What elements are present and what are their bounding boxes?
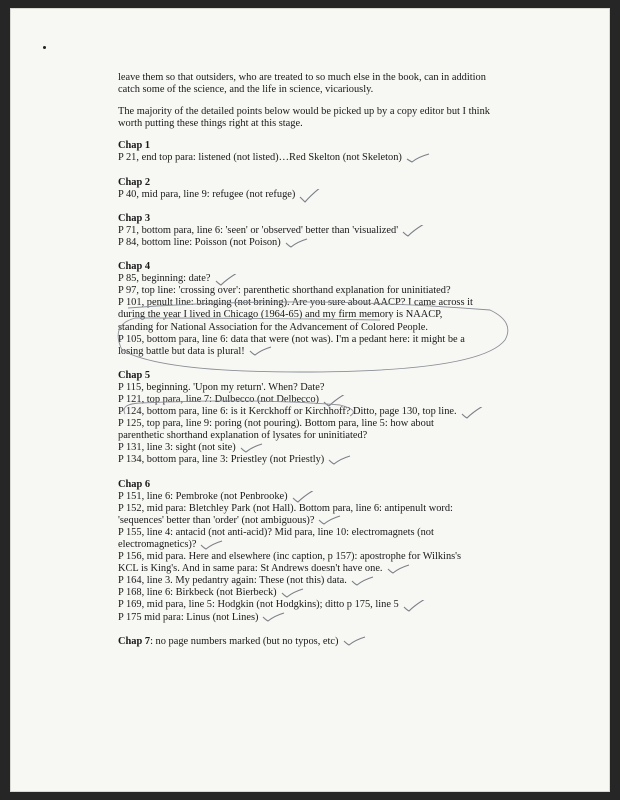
chapter-3-title: Chap 3 [118,212,151,224]
correction-line: P 168, line 6: Birkbeck (not Bierbeck) [118,587,508,599]
correction-line: P 97, top line: 'crossing over': parenthetic shorthand explanation for uninitiated? [118,285,451,297]
pencil-check-icon [262,612,282,622]
correction-line: 'sequences' better than 'order' (not ambiguous)? [118,515,508,527]
correction-line: KCL is King's. And in same para: St Andrews doesn't have one. [118,563,508,575]
pencil-check-icon [318,515,338,525]
pencil-check-icon [403,600,423,610]
intro-paragraph-2: The majority of the detailed points below would be picked up by a copy editor but I think worth putting these things right at this stage. [118,106,490,130]
pencil-check-icon [402,225,422,235]
correction-line: losing battle but data is plural! [118,346,508,358]
correction-line: P 134, bottom para, line 3: Priestley (not Priestly) [118,454,508,466]
correction-line: P 152, mid para: Bletchley Park (not Hall). Bottom para, line 6: antipenult word: [118,502,453,514]
correction-line: P 169, mid para, line 5: Hodgkin (not Hodgkins); ditto p 175, line 5 [118,599,508,611]
pencil-check-icon [387,564,407,574]
dust-speck [43,46,46,49]
correction-line: P 175 mid para: Linus (not Lines) [118,612,508,624]
correction-line: electromagnetics)? [118,539,508,551]
document-body [118,72,508,648]
pencil-check-icon [343,636,363,646]
chapter-4-title: Chap 4 [118,261,151,273]
chapter-3-section [118,213,508,249]
chapter-1-section [118,140,508,164]
correction-line: parenthetic shorthand explanation of lysates for uninitiated? [118,430,368,442]
correction-line: P 156, mid para. Here and elsewhere (inc caption, p 157): apostrophe for Wilkins's [118,551,462,563]
pencil-check-icon [292,491,312,501]
pencil-check-icon [249,346,269,356]
correction-line: P 21, end top para: listened (not listed)…Red Skelton (not Skeleton) [118,152,508,164]
correction-line: P 131, line 3: sight (not site) [118,442,508,454]
pencil-check-icon [299,189,319,199]
chapter-7-line [118,636,508,648]
chapter-5-title: Chap 5 [118,369,151,381]
correction-line: P 40, mid para, line 9: refugee (not refuge) [118,189,508,201]
correction-line: P 164, line 3. My pedantry again: These (not this) data. [118,575,508,587]
correction-line: P 121, top para, line 7: Dulbecco (not Delbecco) [118,394,508,406]
correction-line: P 71, bottom para, line 6: 'seen' or 'observed' better than 'visualized' [118,225,508,237]
correction-line: P 151, line 6: Pembroke (not Penbrooke) [118,491,508,503]
pencil-check-icon [461,407,481,417]
correction-line: P 85, beginning: date? [118,273,508,285]
chapter-2-section [118,177,508,201]
pencil-check-icon [351,576,371,586]
pencil-check-icon [406,153,426,163]
chapter-1-title: Chap 1 [118,140,151,152]
correction-line: P 84, bottom line: Poisson (not Poison) [118,237,508,249]
pencil-check-icon [240,443,260,453]
correction-line: P 125, top para, line 9: poring (not pouring). Bottom para, line 5: how about [118,418,434,430]
chapter-2-title: Chap 2 [118,176,151,188]
correction-line: P 124, bottom para, line 6: is it Kerckhoff or Kirchhoff? Ditto, page 130, top line. [118,406,508,418]
pencil-check-icon [285,238,305,248]
chapter-7-note: : no page numbers marked (but no typos, etc) [150,635,339,647]
correction-line: P 105, bottom para, line 6: data that were (not was). I'm a pedant here: it might be a [118,333,465,345]
pencil-check-icon [281,588,301,598]
pencil-check-icon [200,540,220,550]
correction-line: P 101, penult line: bringing (not brining). Are you sure about AACP? I came across it [118,297,473,309]
chapter-7-title: Chap 7 [118,635,151,647]
intro-paragraph-1: leave them so that outsiders, who are treated to so much else in the book, can in addition catch some of the science, and the life in science, vicariously. [118,72,486,96]
correction-line: standing for National Association for the Advancement of Colored People. [118,321,428,333]
pencil-check-icon [323,395,343,405]
pencil-check-icon [215,274,235,284]
chapter-6-title: Chap 6 [118,478,151,490]
correction-line: P 115, beginning. 'Upon my return'. When? Date? [118,381,325,393]
pencil-check-icon [328,455,348,465]
chapter-4-section [118,261,508,358]
chapter-6-section [118,479,508,624]
chapter-5-section [118,370,508,467]
correction-line: P 155, line 4: antacid (not anti-acid)? Mid para, line 10: electromagnets (not [118,526,434,538]
correction-line: during the year I lived in Chicago (1964-65) and my firm memory is NAACP, [118,309,443,321]
